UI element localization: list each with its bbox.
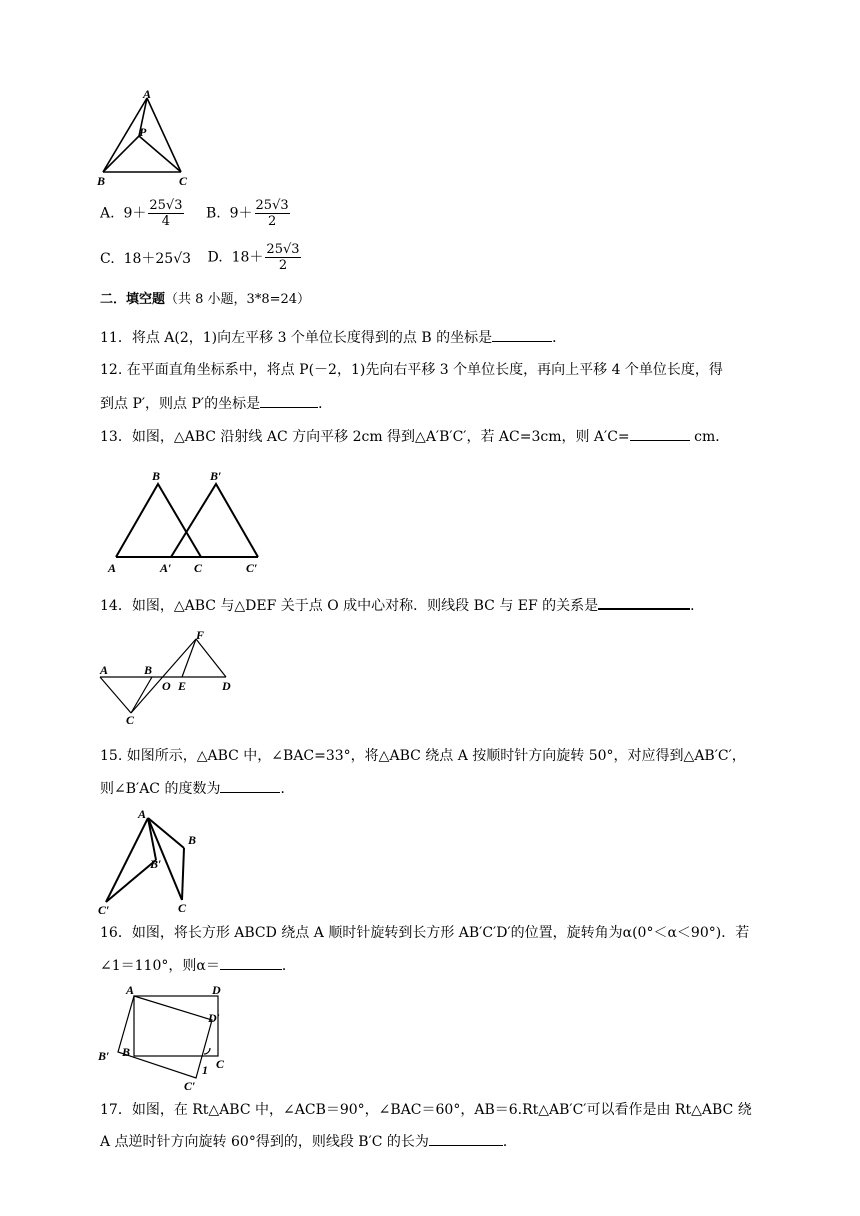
question-16-end: ． <box>281 958 296 974</box>
options-row-cd <box>100 242 303 273</box>
label-c-prime: C′ <box>184 1079 196 1093</box>
triangle-apbc-svg <box>95 88 205 188</box>
label-p: P <box>139 125 147 139</box>
label-a: A <box>108 561 117 575</box>
option-b <box>206 198 292 229</box>
option-d <box>208 242 303 273</box>
option-d-denominator: 2 <box>278 258 288 273</box>
option-c-text: 18＋25√3 <box>123 250 192 267</box>
option-a-numerator: 25√3 <box>149 198 183 213</box>
label-b: B <box>152 469 161 483</box>
answer-blank-17[interactable] <box>429 1145 503 1146</box>
label-angle-1: 1 <box>202 1063 208 1077</box>
question-13-end: cm． <box>689 429 730 445</box>
question-12-text-2: 到点 P′，则点 P′的坐标是 <box>100 396 261 412</box>
question-15-text: 15. 如图所示，△ABC 中，∠BAC=33°，将△ABC 绕点 A 按顺时针方向旋转 50°，对应得到△AB′C′， <box>100 748 746 764</box>
label-a: A <box>100 663 109 677</box>
label-c: C <box>216 1057 225 1071</box>
figure-q16 <box>96 982 236 1097</box>
question-16-text: 16．如图，将长方形 ABCD 绕点 A 顺时针旋转到长方形 AB′C′D′的位置，旋转角为α(0°＜α＜90°)．若 <box>100 925 750 941</box>
label-f: F <box>196 628 205 642</box>
question-13-text: 13．如图，△ABC 沿射线 AC 方向平移 2cm 得到△A′B′C′，若 AC=3cm，则 A′C= <box>100 429 630 445</box>
option-a-denominator: 4 <box>161 214 171 229</box>
label-b: B <box>122 1045 131 1059</box>
option-b-label: B. <box>205 205 221 222</box>
question-17-line-1 <box>100 1101 752 1119</box>
label-b: B <box>97 174 106 188</box>
label-b: B <box>188 833 197 847</box>
question-12-end: ． <box>318 396 333 412</box>
figure-q15 <box>96 806 216 916</box>
rotated-triangle-svg <box>96 806 216 916</box>
label-b-prime: B′ <box>150 857 162 871</box>
label-a: A <box>143 87 152 101</box>
question-12-line-2 <box>100 395 332 413</box>
label-a-prime: A′ <box>160 561 172 575</box>
option-b-numerator: 25√3 <box>255 198 289 213</box>
answer-blank-11[interactable] <box>492 341 552 342</box>
label-d: D <box>222 679 231 693</box>
question-16-line-2 <box>100 957 296 975</box>
figure-q14 <box>96 628 246 728</box>
label-o: O <box>162 679 171 693</box>
section-title: 二．填空题 <box>100 292 166 307</box>
label-c: C <box>178 901 187 915</box>
question-17-end: ． <box>502 1134 517 1150</box>
rotated-rectangle-svg <box>96 982 236 1097</box>
section-note: （共 8 小题，3*8=24） <box>165 292 311 307</box>
question-12-text: 12. 在平面直角坐标系中，将点 P(－2，1)先向右平移 3 个单位长度，再向上平移 4 个单位长度，得 <box>100 362 723 378</box>
option-b-denominator: 2 <box>267 214 277 229</box>
question-12-line-1 <box>100 361 723 379</box>
label-e: E <box>178 679 187 693</box>
question-17-text-2: A 点逆时针方向旋转 60°得到的，则线段 B′C 的长为 <box>100 1134 429 1150</box>
question-16-text-2: ∠1＝110°，则α＝ <box>100 958 220 974</box>
answer-blank-15[interactable] <box>220 792 280 793</box>
question-17-line-2 <box>100 1133 517 1151</box>
answer-blank-14[interactable] <box>598 608 690 610</box>
option-a <box>100 198 186 229</box>
question-17-text: 17．如图，在 Rt△ABC 中，∠ACB＝90°，∠BAC＝60°，AB＝6.Rt△AB′C′可以看作是由 Rt△ABC 绕 <box>100 1102 752 1118</box>
option-b-int: 9＋ <box>229 205 253 222</box>
question-15-line-1 <box>100 747 746 765</box>
figure-q10 <box>95 88 205 188</box>
answer-blank-16[interactable] <box>220 969 282 970</box>
option-a-fraction <box>148 198 183 229</box>
option-a-label: A. <box>100 205 115 222</box>
option-d-label: D. <box>207 249 223 266</box>
label-b: B <box>144 663 153 677</box>
answer-blank-12[interactable] <box>260 407 318 408</box>
label-b-prime: B′ <box>98 1049 110 1063</box>
label-d: D <box>212 983 221 997</box>
question-14-text: 14．如图，△ABC 与△DEF 关于点 O 成中心对称．则线段 BC 与 EF 的关系是 <box>100 598 599 614</box>
label-c: C <box>194 561 203 575</box>
label-c: C <box>126 713 135 727</box>
section-heading <box>100 291 310 309</box>
figure-q13 <box>100 466 280 581</box>
option-c <box>100 248 191 268</box>
option-d-fraction <box>265 242 300 273</box>
label-c-prime: C′ <box>98 903 110 917</box>
question-14-end: ． <box>690 598 705 614</box>
translated-triangles-svg <box>100 466 280 581</box>
question-15-text-2: 则∠B′AC 的度数为 <box>100 781 221 797</box>
option-a-int: 9＋ <box>123 205 147 222</box>
option-d-int: 18＋ <box>231 249 264 266</box>
option-b-fraction <box>255 198 290 229</box>
question-16-line-1 <box>100 924 749 942</box>
question-14 <box>100 597 704 615</box>
option-d-numerator: 25√3 <box>266 242 300 257</box>
answer-blank-13[interactable] <box>630 440 690 441</box>
question-15-line-2 <box>100 780 294 798</box>
central-symmetry-svg <box>96 628 246 728</box>
question-11 <box>100 329 566 347</box>
question-11-text: 11．将点 A(2，1)向左平移 3 个单位长度得到的点 B 的坐标是 <box>100 330 493 346</box>
options-row-ab <box>100 198 292 229</box>
label-a: A <box>138 807 147 821</box>
label-a: A <box>126 983 135 997</box>
option-c-label: C. <box>100 250 115 267</box>
question-15-end: ． <box>280 781 295 797</box>
label-d-prime: D′ <box>208 1011 221 1025</box>
label-c: C <box>179 174 188 188</box>
question-11-end: ． <box>552 330 567 346</box>
question-13 <box>100 428 729 446</box>
label-b-prime: B′ <box>210 469 222 483</box>
label-c-prime: C′ <box>246 561 258 575</box>
